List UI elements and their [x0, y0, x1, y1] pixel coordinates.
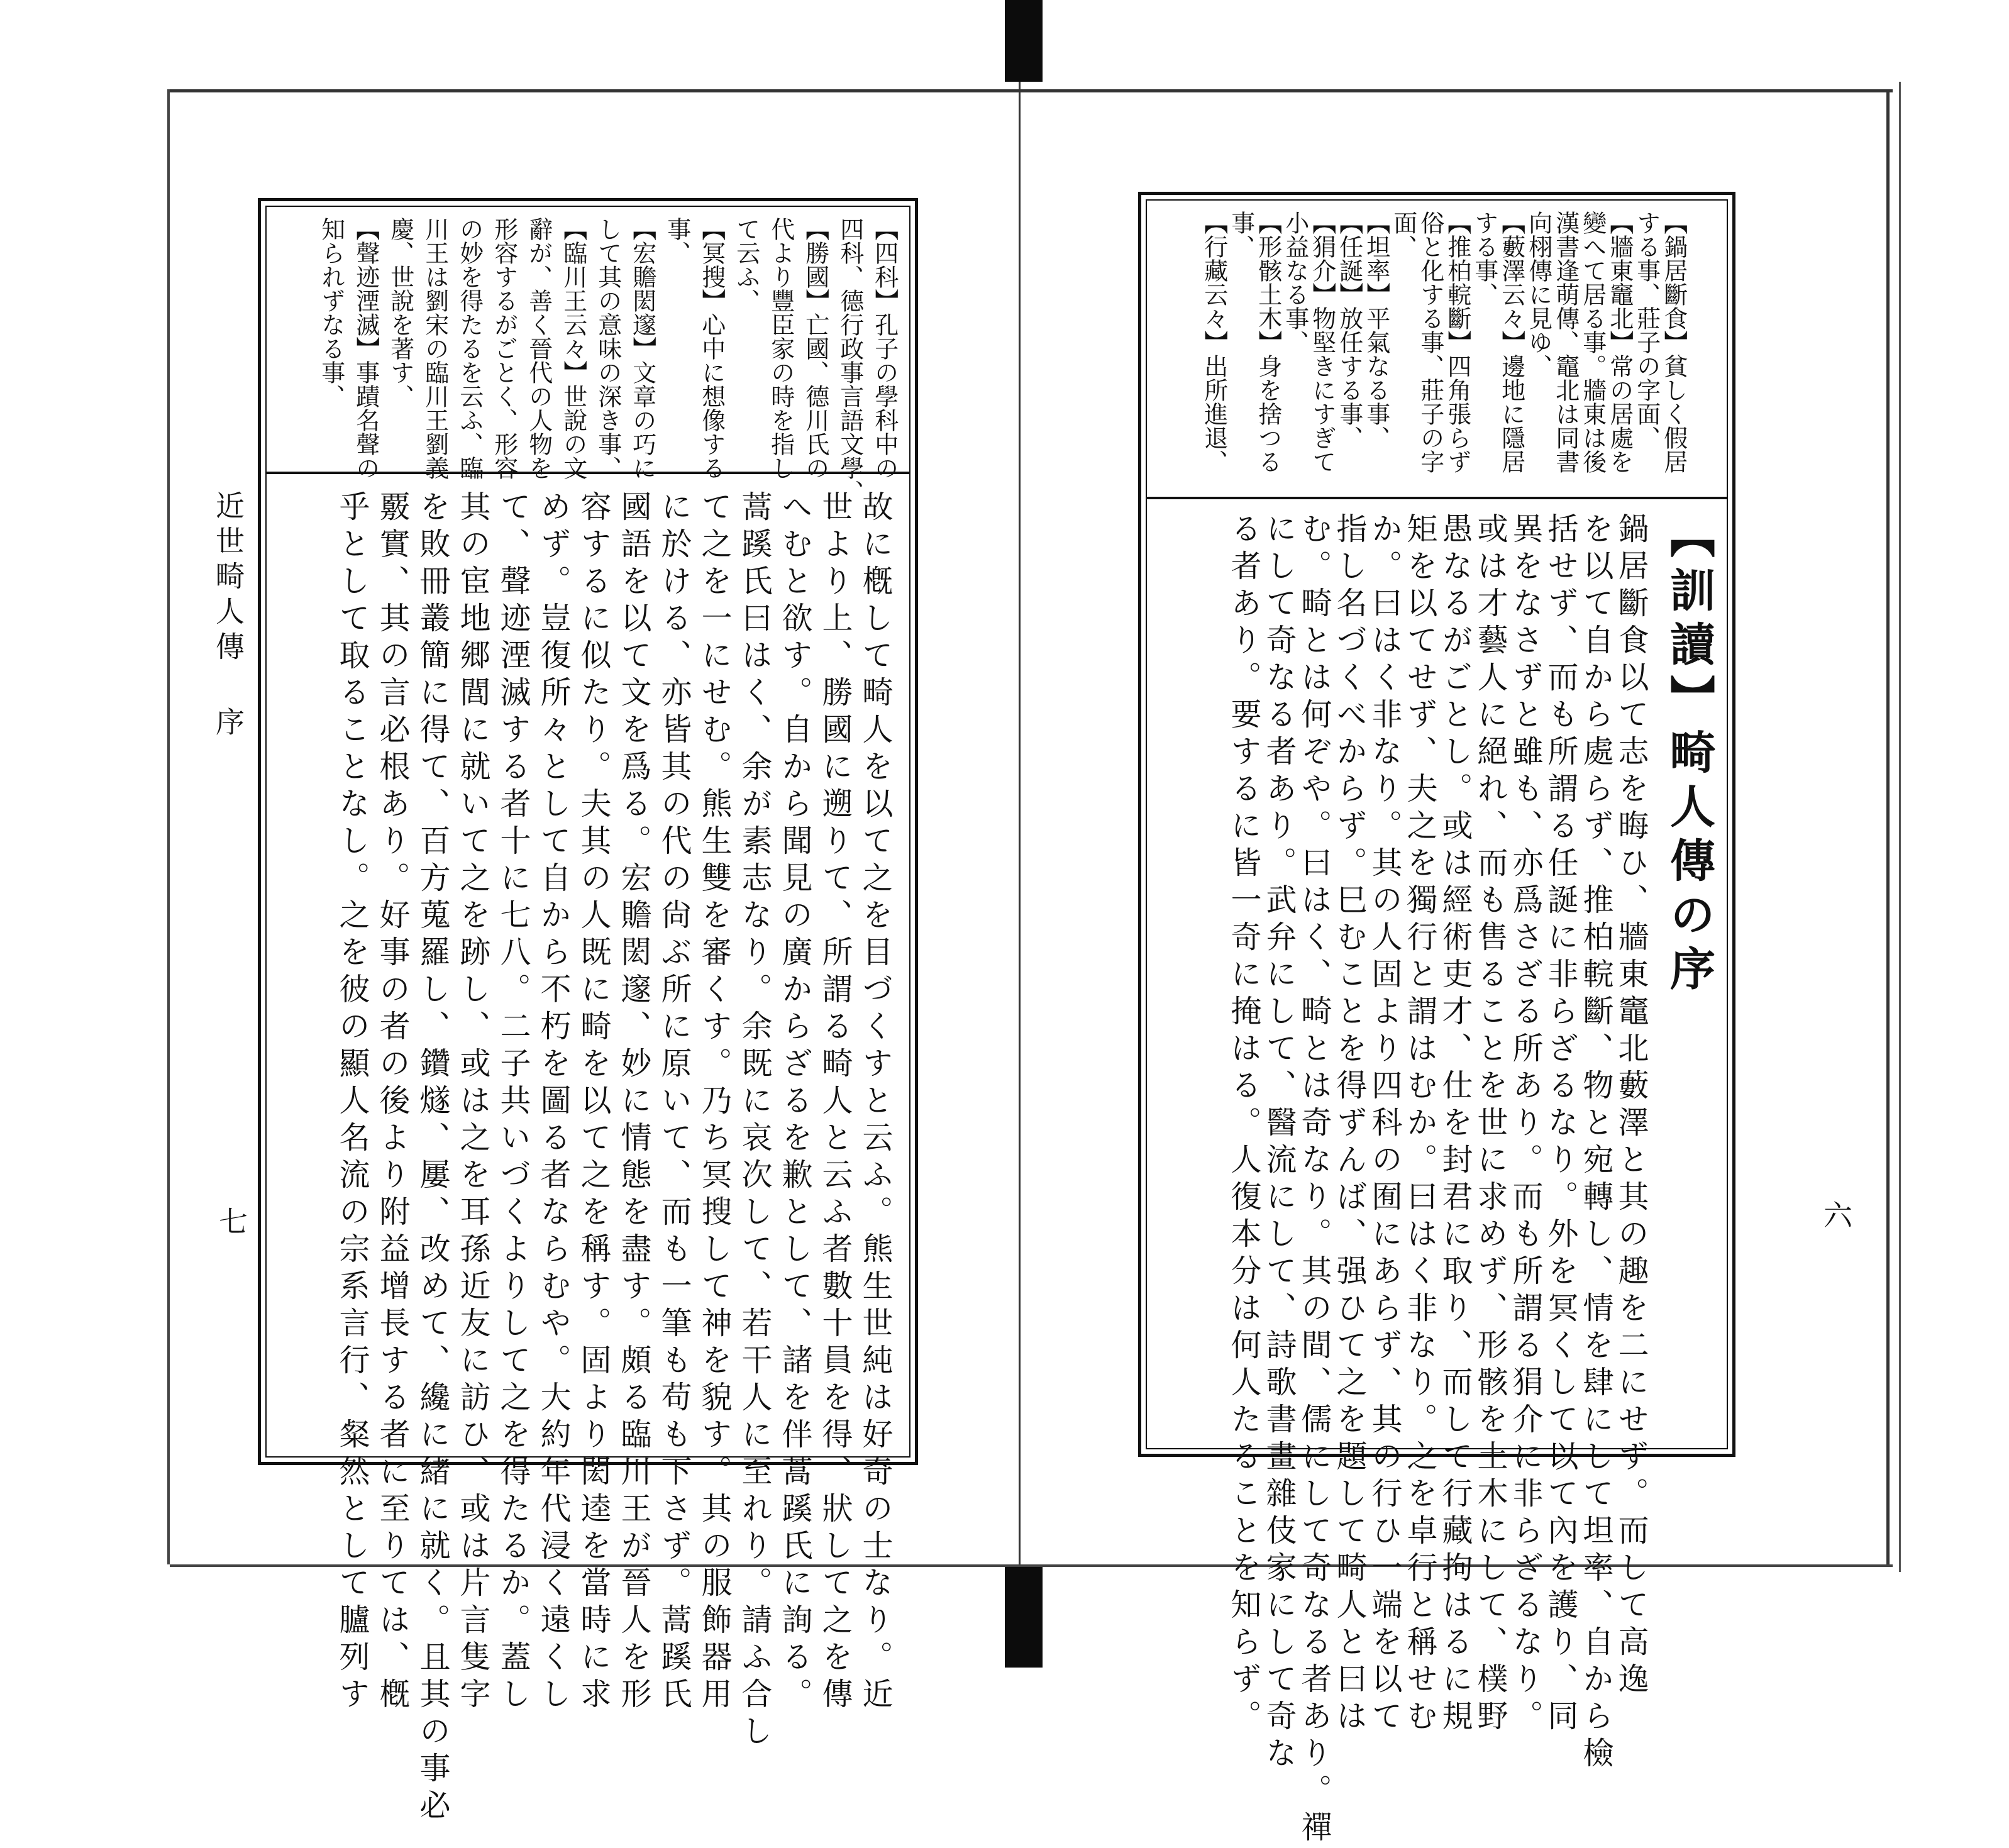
body-text-column: 或は才藝人に絕れ、而も售ることを世に求めず、形骸を土木にして、樸野	[1473, 512, 1508, 1737]
body-text-column: 世より上、勝國に遡りて、所謂る畸人と云ふ者數十員を得、狀して之を傳	[817, 490, 853, 1715]
body-text-column: む。畸とは何ぞや。曰はく、畸とは奇なり。其の間、儒にして奇なる者あり。禪	[1297, 512, 1332, 1848]
body-text-column: て之を一にせむ。熊生雙を審くす。乃ち冥搜して神を貌す。其の服飾器用	[697, 490, 733, 1715]
annotation-line: 【狷介】物堅きにすぎて	[1308, 211, 1336, 473]
annotation-line: 事、	[1227, 211, 1255, 258]
body-text-column: にして奇なる者あり。武弁にして、醫流にして、詩歌書畫雜伎家にして奇な	[1261, 512, 1297, 1774]
left-page-running-head: 近世畸人傳 序	[211, 490, 245, 742]
book-spine-bottom	[1005, 1566, 1043, 1668]
annotation-line: の妙を得たるを云ふ、臨	[455, 217, 484, 480]
body-text-column: を以て自から處らず、推柏輐斷、物と宛轉し、情を肆にして坦率、自から檢	[1578, 512, 1614, 1774]
annotation-line: て云ふ、	[732, 217, 760, 313]
body-text-column: 覈實、其の言必根あり。好事の者の後より附益增長する者に至りては、槪	[375, 490, 411, 1715]
page-edge-top	[170, 89, 1893, 92]
right-page-number: 六	[1824, 1198, 1852, 1232]
annotation-line: 【聲迹湮滅】事蹟名聲の	[351, 217, 380, 480]
body-text-column: 容するに似たり。夫其の人既に畸を以て之を稱す。固より閎逵を當時に求	[576, 490, 612, 1715]
body-text-column: か。曰はく非なり。其の人固より四科の囿にあらず、其の行ひ一端を以て	[1367, 512, 1403, 1737]
annotation-line: 【宏贍閎邃】文章の巧に	[628, 217, 656, 480]
annotation-line: 【坦率】平氣なる事、	[1362, 211, 1390, 450]
body-text-column: を敗冊叢簡に得て、百方蒐羅し、鑽燧、屢、改めて、纔に緒に就く。且其の事必	[415, 490, 451, 1826]
body-text-column: 指し名づくべからず。巳むことを得ずんば、强ひて之を題して畸人と曰は	[1332, 512, 1368, 1737]
page-edge-right-outer	[1899, 82, 1901, 1572]
annotation-line: 【臨川王云々】世說の文	[559, 217, 587, 480]
annotation-line: 事、	[663, 217, 691, 265]
body-text-column: 乎として取ることなし。之を彼の顯人名流の宗系言行、粲然として臚列す	[335, 490, 370, 1715]
book-spine-top	[1005, 0, 1043, 82]
annotation-line: 面、	[1389, 211, 1417, 258]
annotation-line: 代より豐臣家の時を指し	[767, 217, 795, 480]
body-text-column: 國語を以て文を爲る。宏贍閎邃、妙に情態を盡す。頗る臨川王が晉人を形	[616, 490, 652, 1715]
annotation-line: 知られずなる事、	[317, 217, 345, 408]
annotation-line: 四科、德行政事言語文學、	[836, 217, 864, 504]
annotation-line: 川王は劉宋の臨川王劉義	[421, 217, 449, 480]
annotation-line: 【鍋居斷食】貧しく假居	[1659, 211, 1688, 473]
annotation-line: 【形骸土木】身を捨つる	[1254, 211, 1282, 473]
section-heading: 【訓讀】畸人傳の序	[1663, 512, 1716, 999]
body-text-column: 異をなさずと雖も、亦爲さざる所あり。而も所謂る狷介に非らざるなり。	[1508, 512, 1544, 1737]
annotation-line: 【冥搜】心中に想像する	[697, 217, 726, 480]
body-text-column: 蒿蹊氏曰はく、余が素志なり。余既に哀次して、若干人に至れり。請ふ合し	[737, 490, 773, 1752]
annotation-line: 【行藏云々】出所進退、	[1200, 211, 1228, 473]
annotation-line: 【四科】孔子の學科中の	[870, 217, 899, 480]
body-text-column: て、聲迹湮滅する者十に七八。二子共いづくよりして之を得たるか。蓋し	[495, 490, 531, 1715]
annotation-line: 小益なる事、	[1281, 211, 1309, 354]
annotation-line: 【勝國】亡國、德川氏の	[801, 217, 829, 480]
annotation-line: 【推柏輐斷】四角張らず	[1443, 211, 1471, 473]
right-page-note-divider	[1146, 497, 1728, 499]
page-edge-left	[167, 89, 170, 1564]
body-text-column: 矩を以てせず、夫之を獨行と謂はむか。曰はく非なり。之を卓行と稱せむ	[1402, 512, 1438, 1737]
body-text-column: 其の宦地郷閭に就いて之を跡し、或は之を耳孫近友に訪ひ、或は片言隻字	[455, 490, 491, 1715]
annotation-line: する事、莊子の字面、	[1632, 211, 1661, 450]
body-text-column: に於ける、亦皆其の代の尙ぶ所に原いて、而も一筆も苟も下さず。蒿蹊氏	[656, 490, 692, 1715]
body-text-column: 愚なるがごとし。或は經術吏才、仕を封君に取り、而して行藏拘はるに規	[1437, 512, 1473, 1737]
body-text-column: 括せず、而も所謂る任誕に非らざるなり。外を冥くして以て內を護り、同	[1543, 512, 1579, 1737]
annotation-line: 慶、世說を著す、	[386, 217, 414, 408]
annotation-line: 俗と化する事、莊子の字	[1416, 211, 1444, 473]
annotation-line: 漢書逢萌傳、竈北は同書	[1551, 211, 1580, 473]
body-text-column: 故に槪して畸人を以て之を目づくすと云ふ。熊生世純は好奇の士なり。近	[858, 490, 894, 1715]
annotation-line: 向栩傳に見ゆ、	[1524, 211, 1552, 378]
annotation-line: して其の意味の深き事、	[594, 217, 622, 480]
annotation-line: 【任誕】放任する事、	[1335, 211, 1363, 450]
annotation-line: 【牆東竈北】常の居處を	[1605, 211, 1634, 473]
body-text-column: 鍋居斷食以て志を晦ひ、牆東竈北藪澤と其の趣を二にせず。而して高逸	[1613, 512, 1649, 1700]
annotation-line: 形容するがごとく、形容	[490, 217, 518, 480]
annotation-line: する事、	[1470, 211, 1498, 306]
left-page-number: 七	[219, 1205, 248, 1239]
page-edge-right	[1886, 89, 1890, 1564]
book-gutter	[1019, 82, 1028, 1566]
body-text-column: る者あり。要するに皆一奇に掩はる。人復本分は何人たることを知らず。	[1226, 512, 1262, 1737]
body-text-column: めず。豈復所々として自から不朽を圖る者ならむや。大約年代浸く遠くし	[536, 490, 572, 1715]
body-text-column: へむと欲す。自から聞見の廣からざるを歉として、諸を伴蒿蹊氏に詢る。	[777, 490, 813, 1715]
annotation-line: 變へて居る事。牆東は後	[1578, 211, 1607, 473]
annotation-line: 辭が、善く晉代の人物を	[524, 217, 553, 480]
annotation-line: 【藪澤云々】邊地に隱居	[1497, 211, 1525, 473]
